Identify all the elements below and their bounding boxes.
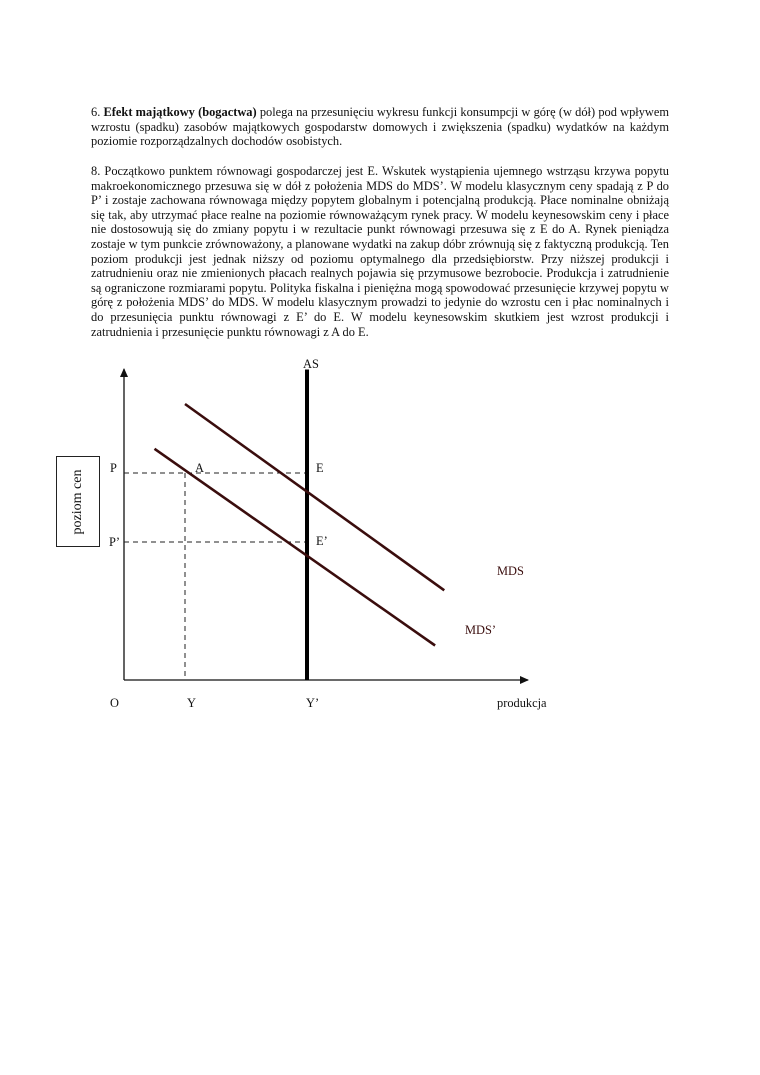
y-axis-label: poziom cen bbox=[70, 469, 85, 534]
x-tick-y-prime: Y’ bbox=[306, 696, 320, 710]
x-axis-label: produkcja bbox=[497, 696, 547, 710]
mds-curve-label: MDS bbox=[497, 564, 524, 578]
mds-prime-curve bbox=[155, 449, 436, 646]
x-tick-y: Y bbox=[187, 696, 196, 710]
paragraph-6-number: 6. bbox=[91, 105, 101, 119]
point-e-prime-label: E’ bbox=[316, 534, 328, 548]
y-tick-p: P bbox=[110, 461, 117, 475]
as-curve-label: AS bbox=[303, 357, 319, 371]
point-e-label: E bbox=[316, 461, 324, 475]
paragraph-8: 8. Początkowo punktem równowagi gospodarczej jest E. Wskutek wystąpienia ujemnego wstrząsu krzywa popytu makroekonomicznego przesuwa się w dół z położenia MDS do MDS’. W modelu klasycznym ceny spadają z P do P’ i zostaje zachowana równowaga między popytem globalnym i potencjalną produkcją. Płace nominalne obniżają się tak, aby utrzymać płace realne na poziomie równoważącym rynek pracy. W modelu keynesowskim ceny i płace nie dostosowują się do zmiany popytu i w rezultacie punkt równowagi przesuwa się z E do A. Rynek pieniądza zostaje w tym punkcie zrównoważony, a planowane wydatki na zakup dóbr zrównują się z faktyczną produkcją. Ten poziom produkcji jest jednak niższy od poziomu optymalnego dla przedsiębiorstw. Przy niższej produkcji i zatrudnieniu oraz nie zmienionych płacach realnych pojawia się przymusowe bezrobocie. Produkcja i zatrudnienie są ograniczone rozmiarami popytu. Polityka fiskalna i pieniężna mogą spowodować przesunięcie krzywej popytu w górę z położenia MDS’ do MDS. W modelu klasycznym prowadzi to jedynie do wzrostu cen i płac nominalnych i do przesunięcia punktu równowagi z E’ do E. W modelu keynesowskim skutkiem jest wzrost produkcji i zatrudnienia i przesunięcie punktu równowagi z A do E. bbox=[91, 164, 669, 339]
mds-prime-curve-label: MDS’ bbox=[465, 623, 496, 637]
paragraph-6-term: Efekt majątkowy (bogactwa) bbox=[103, 105, 257, 119]
y-tick-p-prime: P’ bbox=[109, 535, 121, 549]
origin-label: O bbox=[110, 696, 119, 710]
paragraph-6-body: polega na przesunięciu wykresu funkcji konsumpcji w górę (w dół) pod wpływem wzrostu (spadku) zasobów majątkowych gospodarstw domowych i zwiększenia (spadku) wydatków na każdym poziomie rozporządzalnych dochodów osobistych. bbox=[91, 105, 670, 149]
point-a-label: A bbox=[195, 461, 204, 475]
